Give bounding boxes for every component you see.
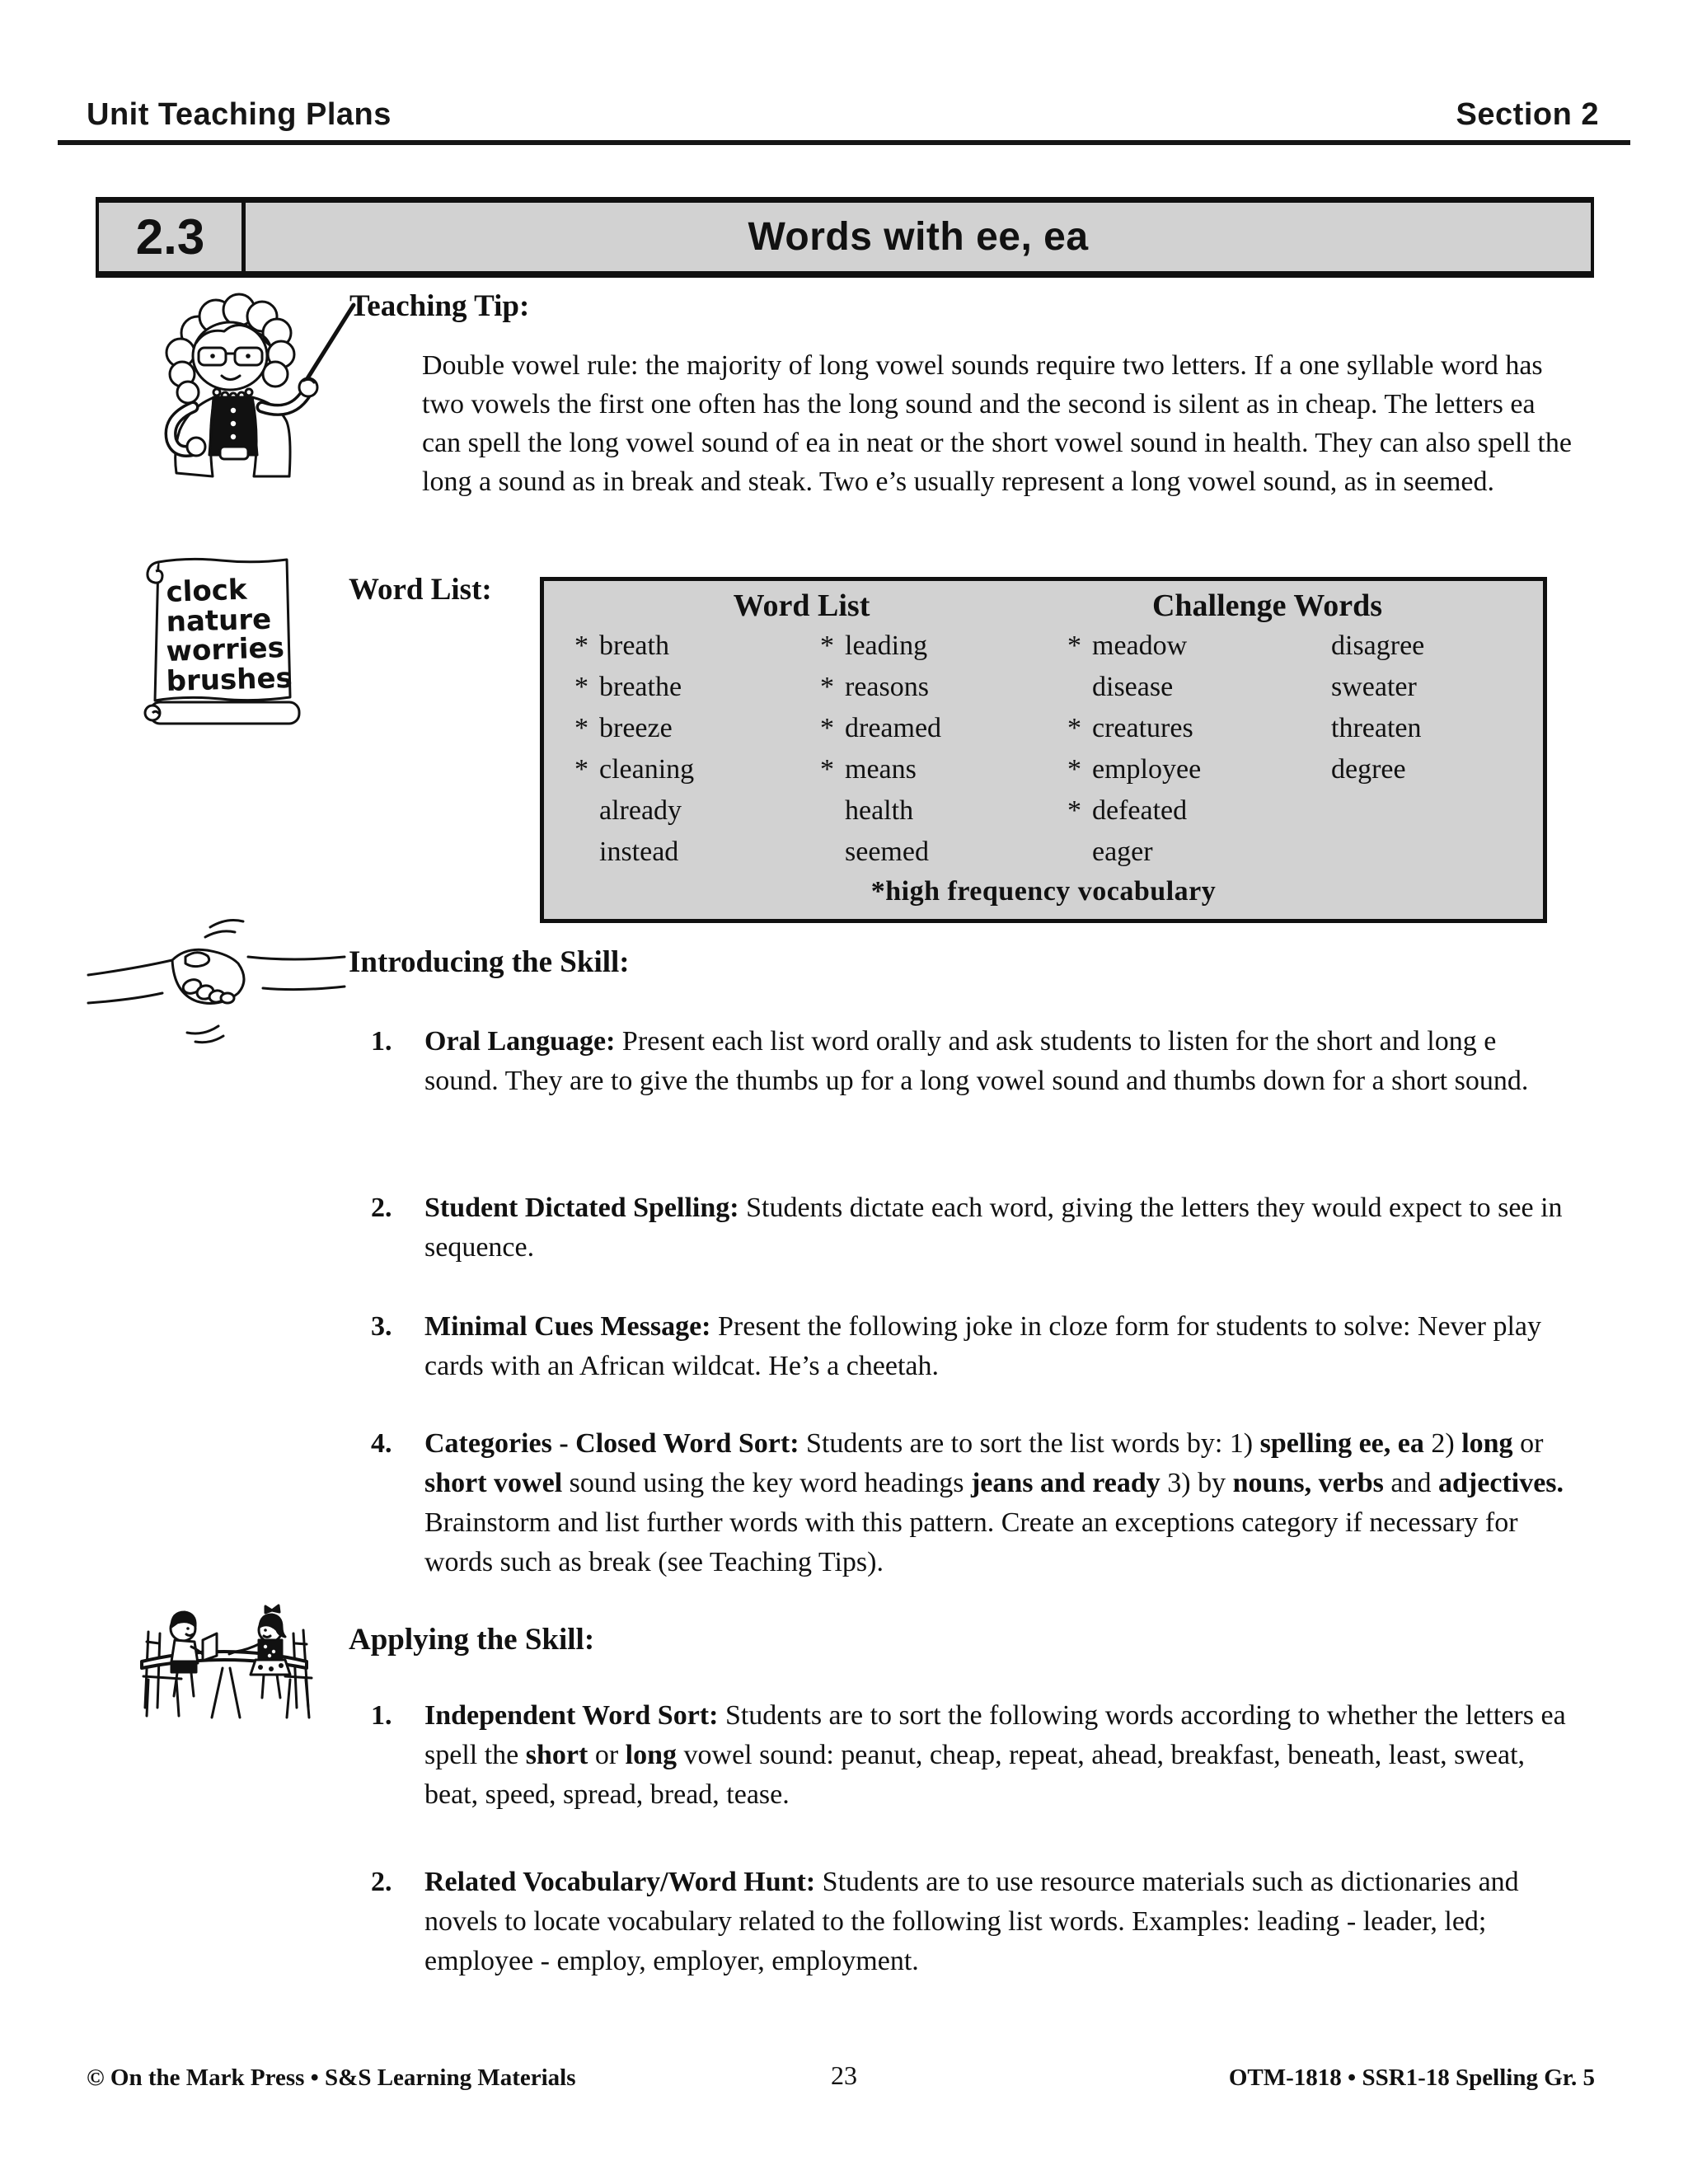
body-text: Students are to sort the following words according to whether the letters ea spell the: [424, 1700, 1566, 1770]
body-text: 2): [1423, 1428, 1462, 1459]
teaching-tip-body: Double vowel rule: the majority of long vowel sounds require two letters. If a one syllable word has two vowels the first one often has the long sound and the second is silent as in cheap. The letters ea can spell the long vowel sound of ea in neat or the short vowel sound in health. They can also spell the long a sound as in break and steak. Two e’s usually represent a long vowel sound, as in seemed.: [422, 350, 1572, 497]
bold-text: verbs: [1318, 1468, 1384, 1498]
word-text: means: [845, 754, 917, 785]
introducing-item-1: [371, 1022, 1574, 1101]
body-text: Students are to sort the list words by: 1): [806, 1428, 1260, 1459]
bold-text: Minimal Cues Message:: [424, 1311, 719, 1342]
bold-text: long: [625, 1740, 678, 1770]
bold-text: short: [525, 1740, 588, 1770]
high-frequency-star: *: [820, 713, 834, 743]
high-frequency-star: *: [574, 630, 588, 661]
word-text: employee: [1092, 754, 1202, 785]
bold-text: short vowel: [424, 1468, 563, 1498]
word-list-item: [1306, 672, 1424, 713]
body-text: Brainstorm and list further words with this pattern. Create an exceptions category if necessary for words such as break (see Teaching Tips).: [424, 1507, 1518, 1577]
body-text: Present each list word orally and ask students to listen for the short and long e sound. They are to give the thumbs up for a long vowel sound and thumbs down for a short sound.: [424, 1026, 1529, 1096]
high-frequency-star: *: [574, 713, 588, 743]
handshake-illustration: [87, 909, 346, 1051]
word-text: creatures: [1092, 713, 1193, 743]
high-frequency-star: *: [574, 754, 588, 785]
body-text: or: [588, 1740, 626, 1770]
high-frequency-star: *: [574, 672, 588, 702]
body-text: vowel sound: peanut, cheap, repeat, ahead, breakfast, beneath, least, sweat, beat, speed, spread, bread, tease.: [424, 1740, 1526, 1810]
bold-text: nouns,: [1232, 1468, 1312, 1498]
bold-text: Student Dictated Spelling:: [424, 1193, 747, 1223]
word-text: dreamed: [845, 713, 942, 743]
scroll-word: worries: [165, 631, 285, 668]
item-number: 1.: [371, 1026, 392, 1057]
footer-product-code: OTM-1818 • SSR1-18 Spelling Gr. 5: [1228, 2064, 1595, 2091]
bold-text: adjectives.: [1438, 1468, 1564, 1498]
bold-text: Categories - Closed Word Sort:: [424, 1428, 807, 1459]
bold-text: jeans and ready: [970, 1468, 1160, 1498]
word-text: instead: [599, 837, 679, 867]
high-frequency-footnote: *high frequency vocabulary: [870, 876, 1217, 907]
word-list-item: [1306, 713, 1424, 754]
item-number: 2.: [371, 1193, 392, 1223]
body-text: Present the following joke in cloze form for students to solve: Never play cards with an African wildcat. He’s a cheetah.: [424, 1311, 1541, 1381]
word-list-item: [574, 837, 694, 878]
word-list-column-4: [1306, 630, 1424, 795]
body-text: sound using the key word headings: [562, 1468, 971, 1498]
word-text: breeze: [599, 713, 673, 743]
teacher-illustration: [101, 282, 368, 484]
body-text: Students dictate each word, giving the letters they would expect to see in sequence.: [424, 1193, 1563, 1263]
lesson-title-bar: [96, 197, 1594, 278]
body-text: or: [1512, 1428, 1544, 1459]
word-text: breath: [599, 630, 669, 661]
item-text: [424, 1307, 1574, 1386]
scroll-word: nature: [166, 602, 272, 639]
word-list-item: [820, 713, 941, 754]
item-text: [424, 1424, 1574, 1582]
word-list-item: [1067, 795, 1201, 837]
word-list-item: [820, 754, 941, 795]
word-list-item: [574, 672, 694, 713]
item-number: 3.: [371, 1311, 392, 1342]
lesson-number: 2.3: [99, 203, 246, 271]
word-text: disagree: [1331, 630, 1425, 661]
item-text: [424, 1188, 1574, 1268]
bold-text: long: [1461, 1428, 1513, 1459]
page-header-right: Section 2: [1456, 97, 1599, 132]
word-text: threaten: [1331, 713, 1422, 743]
word-text: defeated: [1092, 795, 1188, 826]
bold-text: Related Vocabulary/Word Hunt:: [424, 1867, 823, 1897]
high-frequency-star: *: [820, 754, 834, 785]
applying-heading: Applying the Skill:: [349, 1623, 595, 1657]
word-list-item: [574, 630, 694, 672]
word-text: seemed: [845, 837, 929, 867]
body-text: Students are to use resource materials such as dictionaries and novels to locate vocabulary related to the following list words. Examples: leading - leader, led; employee - employ, employer, employment.: [424, 1867, 1519, 1976]
item-text: [424, 1863, 1574, 1981]
item-number: 1.: [371, 1700, 392, 1731]
word-list-column-3: [1067, 630, 1201, 878]
word-list-header: Word List: [733, 588, 870, 623]
word-list-item: [820, 672, 941, 713]
scroll-illustration: [130, 549, 312, 743]
teaching-tip-heading: Teaching Tip:: [349, 289, 530, 323]
body-text: 3) by: [1160, 1468, 1233, 1498]
scroll-word: brushes: [166, 662, 293, 698]
word-list-item: [1067, 754, 1201, 795]
word-list-item: [820, 630, 941, 672]
word-list-item: [574, 754, 694, 795]
word-list-item: [1067, 713, 1201, 754]
applying-item-2: [371, 1863, 1574, 1981]
word-text: already: [599, 795, 682, 826]
word-list-item: [574, 713, 694, 754]
word-list-item: [820, 795, 941, 837]
footer-copyright: © On the Mark Press • S&S Learning Materials: [87, 2064, 576, 2091]
word-text: breathe: [599, 672, 682, 702]
word-list-item: [1067, 837, 1201, 878]
challenge-words-header: Challenge Words: [1151, 588, 1383, 623]
page-header-left: Unit Teaching Plans: [87, 97, 392, 132]
item-text: [424, 1022, 1574, 1101]
item-number: 2.: [371, 1867, 392, 1897]
body-text: [1311, 1468, 1319, 1498]
word-text: health: [845, 795, 914, 826]
word-text: meadow: [1092, 630, 1188, 661]
bold-text: spelling ee, ea: [1259, 1428, 1424, 1459]
introducing-item-4: [371, 1424, 1574, 1582]
word-text: degree: [1331, 754, 1406, 785]
word-list-item: [1306, 754, 1424, 795]
word-list-item: [820, 837, 941, 878]
high-frequency-star: *: [1067, 630, 1081, 661]
lesson-title: Words with ee, ea: [748, 215, 1089, 259]
page-number: 23: [831, 2060, 857, 2090]
word-list-item: [1067, 630, 1201, 672]
word-list-item: [574, 795, 694, 837]
high-frequency-star: *: [1067, 754, 1081, 785]
body-text: and: [1383, 1468, 1439, 1498]
word-text: disease: [1092, 672, 1174, 702]
header-rule: [58, 140, 1630, 145]
high-frequency-star: *: [820, 630, 834, 661]
word-text: reasons: [845, 672, 929, 702]
high-frequency-star: *: [1067, 713, 1081, 743]
applying-item-1: [371, 1696, 1574, 1815]
students-at-table-illustration: [99, 1592, 350, 1728]
item-text: [424, 1696, 1574, 1815]
bold-text: Independent Word Sort:: [424, 1700, 725, 1731]
bold-text: Oral Language:: [424, 1026, 622, 1057]
word-list-column-2: [820, 630, 941, 878]
word-text: sweater: [1331, 672, 1417, 702]
word-text: leading: [845, 630, 928, 661]
word-list-column-1: [574, 630, 694, 878]
word-list-item: [1306, 630, 1424, 672]
word-text: eager: [1092, 837, 1153, 867]
word-list-box: [540, 577, 1547, 923]
scroll-word: clock: [165, 573, 248, 609]
item-number: 4.: [371, 1428, 392, 1459]
introducing-item-2: [371, 1188, 1574, 1268]
word-list-item: [1067, 672, 1201, 713]
high-frequency-star: *: [820, 672, 834, 702]
introducing-item-3: [371, 1307, 1574, 1386]
word-list-label: Word List:: [349, 573, 492, 607]
introducing-heading: Introducing the Skill:: [349, 945, 630, 979]
word-text: cleaning: [599, 754, 695, 785]
high-frequency-star: *: [1067, 795, 1081, 826]
